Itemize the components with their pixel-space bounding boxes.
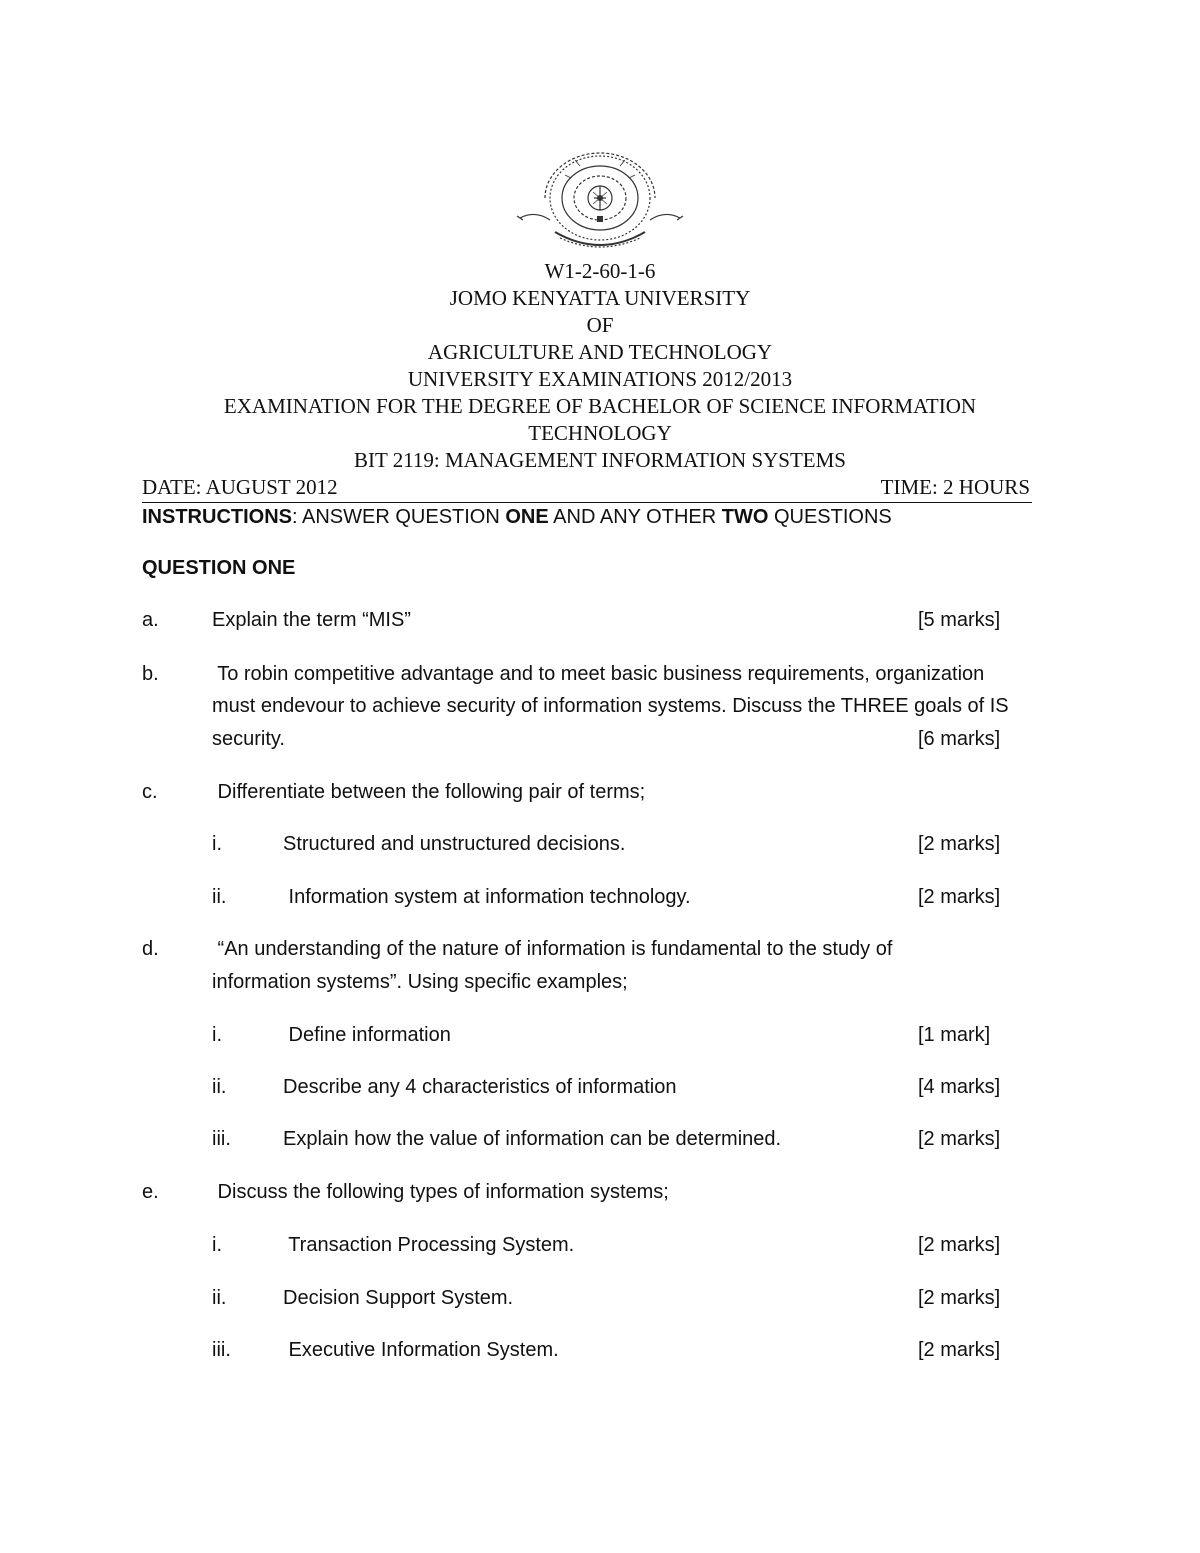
degree-title: EXAMINATION FOR THE DEGREE OF BACHELOR OF SCIENCE INFORMATION (223, 394, 977, 418)
unit-title: BIT 2119: MANAGEMENT INFORMATION SYSTEMS (354, 448, 846, 472)
question-d-iii-number: iii. (212, 1128, 231, 1150)
question-c-ii-marks: [2 marks] (918, 886, 1001, 908)
question-a-marks: [5 marks] (918, 609, 1001, 631)
question-b-marks: [6 marks] (918, 728, 1001, 750)
question-c-text: Differentiate between the following pair of terms; (212, 781, 646, 803)
instructions (142, 501, 892, 534)
question-c-letter: c. (142, 781, 158, 803)
question-e-iii-number: iii. (212, 1339, 231, 1361)
question-e-i-number: i. (212, 1234, 222, 1256)
question-d-ii-marks: [4 marks] (918, 1076, 1001, 1098)
question-e-ii-number: ii. (212, 1287, 227, 1309)
question-d-ii-number: ii. (212, 1076, 227, 1098)
question-c-ii-number: ii. (212, 886, 227, 908)
university-name: JOMO KENYATTA UNIVERSITY (449, 286, 751, 310)
instructions-text-1: ANSWER QUESTION (302, 506, 506, 528)
question-a-text: Explain the term “MIS” (212, 609, 411, 631)
date-time-line (142, 474, 1032, 503)
question-c-ii-text: Information system at information technology. (283, 886, 691, 908)
question-e-ii-marks: [2 marks] (918, 1287, 1001, 1309)
question-c-i-number: i. (212, 833, 222, 855)
question-e-i-marks: [2 marks] (918, 1234, 1001, 1256)
instructions-two: TWO (721, 506, 769, 528)
exam-session: UNIVERSITY EXAMINATIONS 2012/2013 (407, 367, 793, 391)
question-d-line-2: information systems”. Using specific examples; (212, 971, 628, 993)
question-b-letter: b. (142, 663, 159, 685)
question-e-i-text: Transaction Processing System. (283, 1234, 575, 1256)
instructions-label: INSTRUCTIONS (142, 506, 292, 528)
question-e-letter: e. (142, 1181, 159, 1203)
university-name-of: OF (586, 313, 614, 337)
instructions-text-3: QUESTIONS (768, 506, 892, 528)
question-e-text: Discuss the following types of information systems; (212, 1181, 669, 1203)
question-d-letter: d. (142, 938, 159, 960)
question-d-i-marks: [1 mark] (918, 1024, 991, 1046)
degree-title-cont: TECHNOLOGY (528, 421, 672, 445)
question-e-ii-text: Decision Support System. (283, 1287, 514, 1309)
question-one-title: QUESTION ONE (142, 557, 296, 579)
question-e-iii-text: Executive Information System. (283, 1339, 559, 1361)
question-c-i-marks: [2 marks] (918, 833, 1001, 855)
exam-date: DATE: AUGUST 2012 (142, 475, 338, 499)
question-d-iii-text: Explain how the value of information can be determined. (283, 1128, 782, 1150)
exam-code: W1-2-60-1-6 (544, 259, 656, 283)
university-seal-logo (515, 140, 685, 255)
question-e-iii-marks: [2 marks] (918, 1339, 1001, 1361)
question-d-line-1: “An understanding of the nature of information is fundamental to the study of (212, 938, 893, 960)
question-b-line-3: security. (212, 728, 285, 750)
question-d-i-text: Define information (283, 1024, 451, 1046)
instructions-one: ONE (505, 506, 549, 528)
question-a-letter: a. (142, 609, 159, 631)
instructions-text-2: AND ANY OTHER (548, 506, 722, 528)
instructions-separator: : (292, 506, 303, 528)
university-name-cont: AGRICULTURE AND TECHNOLOGY (427, 340, 773, 364)
question-c-i-text: Structured and unstructured decisions. (283, 833, 626, 855)
exam-duration: TIME: 2 HOURS (880, 475, 1030, 499)
question-d-i-number: i. (212, 1024, 222, 1046)
question-b-line-1: To robin competitive advantage and to meet basic business requirements, organization (212, 663, 985, 685)
question-b-line-2: must endevour to achieve security of information systems. Discuss the THREE goals of IS (212, 695, 1009, 717)
question-d-ii-text: Describe any 4 characteristics of information (283, 1076, 677, 1098)
question-d-iii-marks: [2 marks] (918, 1128, 1001, 1150)
